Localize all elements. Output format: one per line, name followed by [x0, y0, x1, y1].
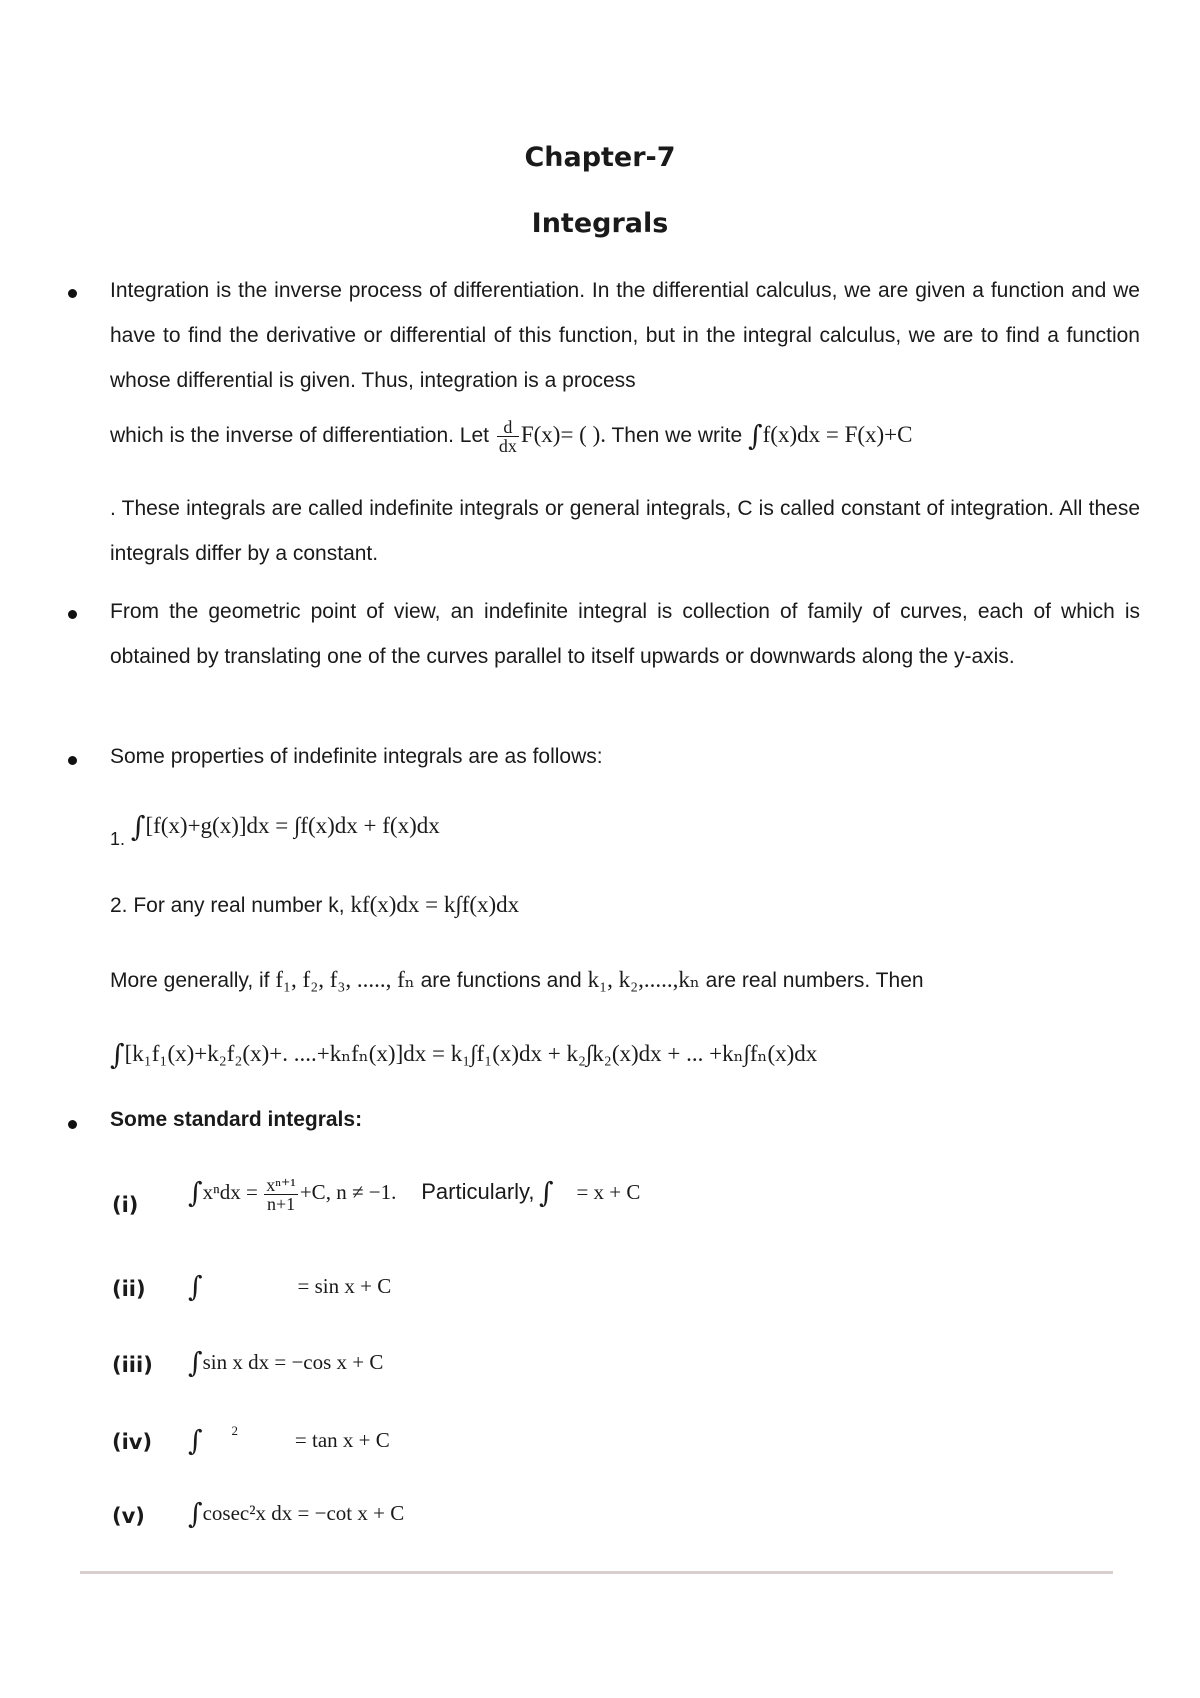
paragraph-text: From the geometric point of view, an indefinite integral is collection of family of curves, each of which is obtained by translating one of the curves parallel to itself upwards or downwards along the y-axis. [110, 600, 1140, 668]
bottom-divider [80, 1571, 1113, 1574]
formula-rhs: = sin x + C [297, 1274, 392, 1298]
bullet-2 [68, 610, 77, 619]
paragraph-integration-line-4 [110, 418, 913, 455]
formula-rhs: = tan x + C [294, 1428, 390, 1452]
property-2 [110, 892, 519, 918]
integral-sign-icon: ∫ [188, 1346, 203, 1379]
integral-sign-icon: ∫ [110, 1038, 125, 1071]
equation-antiderivative: f(x)dx = F(x)+C [762, 422, 913, 448]
paragraph-integration-lines-1-3 [110, 268, 1140, 408]
bullet-1 [68, 289, 77, 298]
standard-integral-iii [188, 1346, 383, 1379]
property-1-formula: [f(x)+g(x)]dx = ∫f(x)dx + f(x)dx [145, 813, 440, 838]
property-general-formula [110, 1038, 817, 1071]
properties-intro: Some properties of indefinite integrals are as follows: [110, 745, 603, 768]
standard-integrals-heading: Some standard integrals: [110, 1108, 363, 1131]
general-formula: [k₁f₁(x)+k₂f₂(x)+. ....+kₙfₙ(x)]dx = k₁∫f₁(x)dx + k₂∫k₂(x)dx + ... +kₙ∫fₙ(x)dx [124, 1041, 818, 1066]
fraction-denominator: n+1 [266, 1194, 296, 1215]
fraction-denominator: dx [498, 436, 517, 456]
paragraph-text: which is the inverse of differentiation. Let [110, 424, 489, 448]
standard-integral-ii [188, 1270, 391, 1303]
page-title: Integrals [531, 208, 669, 239]
paragraph-text: are real numbers. Then [705, 969, 924, 992]
integral-sign-icon: ∫ [538, 1176, 554, 1209]
integral-sign-icon: ∫ [188, 1176, 203, 1209]
item-label: (i) [112, 1193, 139, 1217]
formula-rhs: cosec²x dx = −cot x + C [202, 1501, 405, 1525]
paragraph-text: . These integrals are called indefinite integrals or general integrals, C is called constant of integration. All these integrals differ by a constant. [110, 497, 1140, 565]
paragraph-integration-rest [110, 486, 1140, 576]
chapter-heading: Chapter-7 [524, 142, 676, 173]
functions-list: f₁, f₂, f₃, ....., fₙ [275, 967, 415, 992]
formula-rhs: sin x dx = −cos x + C [202, 1350, 384, 1374]
property-general-text [110, 967, 924, 993]
standard-integral-i [188, 1176, 640, 1213]
item-label: (iv) [112, 1430, 153, 1454]
particularly-text: Particularly, [421, 1179, 535, 1204]
constants-list: k₁, k₂,.....,kₙ [587, 967, 700, 992]
standard-integral-iv [188, 1423, 390, 1457]
formula-lhs: xⁿdx = [202, 1180, 258, 1204]
formula-rhs: +C, n ≠ −1. [299, 1180, 397, 1204]
paragraph-geometric [110, 589, 1140, 724]
integral-sign-icon: ∫ [748, 419, 763, 453]
fraction-numerator: xⁿ⁺¹ [266, 1175, 296, 1196]
superscript: 2 [231, 1423, 238, 1438]
bullet-3 [68, 756, 77, 765]
bullet-4 [68, 1120, 77, 1129]
paragraph-text: Then we write [611, 424, 743, 448]
item-label: (v) [112, 1504, 145, 1528]
standard-integral-v [188, 1497, 404, 1530]
formula-rhs: = x + C [576, 1180, 641, 1204]
integral-sign-icon: ∫ [188, 1424, 203, 1457]
paragraph-text: Integration is the inverse process of differentiation. In the differential calculus, we are given a function and we have to find the derivative or differential of this function, but in the integral calculus, we are to find a function whose differential is given. Thus, integration is a process [110, 279, 1140, 392]
paragraph-text: More generally, if [110, 969, 270, 992]
property-1 [110, 810, 440, 850]
property-2-formula: kf(x)dx = k∫f(x)dx [350, 892, 520, 917]
paragraph-text: are functions and [420, 969, 582, 992]
integral-sign-icon: ∫ [130, 810, 146, 843]
power-rule-fraction [264, 1176, 298, 1213]
integral-sign-icon: ∫ [188, 1270, 203, 1303]
property-2-text: 2. For any real number k, [110, 894, 345, 917]
property-number: 1. [110, 829, 126, 849]
item-label: (ii) [112, 1277, 146, 1301]
derivative-fraction [497, 418, 519, 455]
item-label: (iii) [112, 1353, 153, 1377]
equation-derivative: F(x)= ( ). [520, 422, 606, 448]
fraction-numerator: d [497, 418, 519, 437]
integral-sign-icon: ∫ [188, 1497, 203, 1530]
